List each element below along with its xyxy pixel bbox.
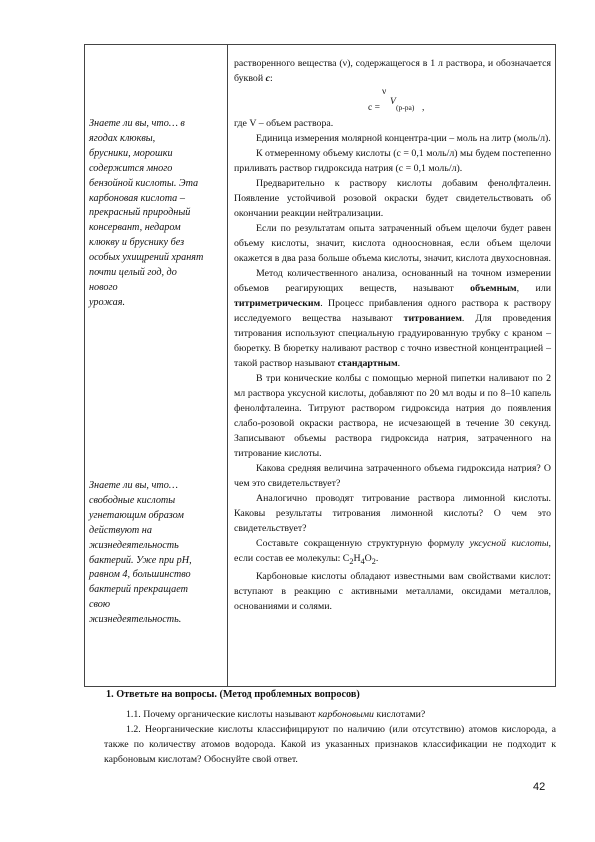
paragraph-structural-formula: Составьте сокращенную структурную формулу уксусной кислоты, если состав ее молекулы: $C_2H_4O_2$. — [234, 538, 551, 566]
main-text-column — [234, 56, 551, 614]
formula-denominator-subscript: (р-ра) — [396, 103, 415, 112]
question-1-2: 1.2. Неорганические кислоты классифицируют по наличию (или отсутствию) атомов кислорода, а также по количеству атомов водорода. Какой из указанных признаков классификации не подходит к карбоновым кислотам? Обоснуйте свой ответ. — [104, 724, 556, 765]
molarity-formula — [234, 86, 551, 116]
paragraph-volume-note: где V – объем раствора. — [234, 118, 334, 129]
sidebar-note-line: особых ухищрений хранят — [89, 252, 204, 264]
sidebar-note-line: брусники, морошки — [89, 147, 173, 159]
sidebar-note-line: бактерий. Уже при pH, — [89, 554, 192, 566]
sidebar-note-line: почти целый год, до — [89, 267, 177, 279]
sidebar-note-line: Знаете ли вы, что… — [89, 480, 178, 491]
sidebar-note-line: клюкву и бруснику без — [89, 237, 185, 249]
formula-denominator: V — [390, 97, 396, 107]
sidebar-note-line: бензойной кислоты. Эта — [89, 177, 199, 189]
paragraph-concentration-def: растворенного вещества (ν), содержащегося в 1 л раствора, и обозначается буквой c: — [234, 58, 551, 84]
sidebar-note-line: Знаете ли вы, что… в — [89, 118, 185, 129]
sidebar-note-line: ягодах клюквы, — [89, 132, 156, 144]
sidebar-note-line: равном 4, большинство — [89, 569, 191, 581]
sidebar-note-line: прекрасный природный — [89, 207, 191, 219]
formula-comma: , — [422, 103, 425, 113]
paragraph-acid-volume: К отмеренному объему кислоты (с = 0,1 моль/л) мы будем постепенно приливать раствор гидроксида натрия (с = 0,1 моль/л). — [234, 148, 551, 174]
paragraph-question-average: Какова средняя величина затраченного объема гидроксида натрия? О чем это свидетельствует? — [234, 463, 551, 489]
sidebar-note-line: свободные кислоты — [89, 494, 176, 506]
sidebar-note-line: нового — [89, 281, 118, 293]
sidebar-note-line: жизнедеятельность — [89, 539, 179, 551]
sidebar-note-line: содержится много — [89, 162, 173, 174]
paragraph-citric-acid: Аналогично проводят титрование раствора лимонной кислоты. Каковы результаты титрования лимонной кислоты? О чем это свидетельствует? — [234, 493, 551, 534]
paragraph-units: Единица измерения молярной концентра-ции – моль на литр (моль/л). — [256, 133, 551, 144]
sidebar-note-line: карбоновая кислота – — [89, 192, 185, 204]
formula-numerator: ν — [382, 87, 387, 97]
sidebar-note-line: урожая. — [89, 296, 126, 308]
paragraph-procedure: В три конические колбы с помощью мерной пипетки наливают по 2 мл раствора уксусной кислоты, добавляют по 20 мл воды и по 8–10 капель фенолфталеина. Титруют раствором гидроксида натрия до появления слабо-розовой окраски раствора, не исчезающей в течение 30 секунд. Записывают объемы раствора гидроксида натрия, затраченного на титрование кислоты. — [234, 373, 551, 459]
questions-title: 1. Ответьте на вопросы. (Метод проблемных вопросов) — [106, 689, 360, 700]
paragraph-titration-method: Метод количественного анализа, основанный на точном измерении объемов реагирующих веществ, называют объемным, или титриметрическим. Процесс прибавления одного раствора к раствору исследуемого вещества называют титрованием. Для проведения титрования используют специальную градуированную трубку с краном – бюретку. В бюретку наливают раствор с точно известной концентрацией – такой раствор называют стандартным. — [234, 268, 552, 369]
questions-list — [104, 707, 556, 767]
sidebar-note-line: бактерий прекращает — [89, 584, 188, 596]
sidebar-note-cranberries — [89, 117, 223, 311]
sidebar-note-line: действуют на — [89, 524, 152, 536]
page-number: 42 — [533, 781, 546, 793]
paragraph-phenolphthalein: Предварительно к раствору кислоты добавим фенолфталеин. Появление устойчивой розовой окраски будет свидетельствовать об окончании реакции нейтрализации. — [234, 178, 551, 219]
sidebar-note-line: свою — [89, 599, 111, 611]
sidebar-note-line: консервант, недаром — [89, 222, 181, 234]
formula-lhs: с = — [368, 103, 380, 113]
paragraph-acid-properties: Карбоновые кислоты обладают известными вам свойствами кислот: вступают в реакцию с активными металлами, оксидами металлов, основаниями и солями. — [234, 570, 551, 612]
sidebar-note-line: угнетающим образом — [89, 509, 184, 521]
paragraph-results: Если по результатам опыта затраченный объем щелочи будет равен объему кислоты, значит, кислота одноосновная, если объем щелочи окажется в два раза больше объема кислоты, значит, кислота двухосновная. — [234, 223, 551, 264]
sidebar-note-bacteria — [89, 479, 223, 628]
sidebar-note-line: жизнедеятельность. — [89, 614, 182, 626]
question-1-1: 1.1. Почему органические кислоты называют карбоновыми кислотами? — [126, 709, 426, 720]
column-divider — [227, 44, 228, 687]
